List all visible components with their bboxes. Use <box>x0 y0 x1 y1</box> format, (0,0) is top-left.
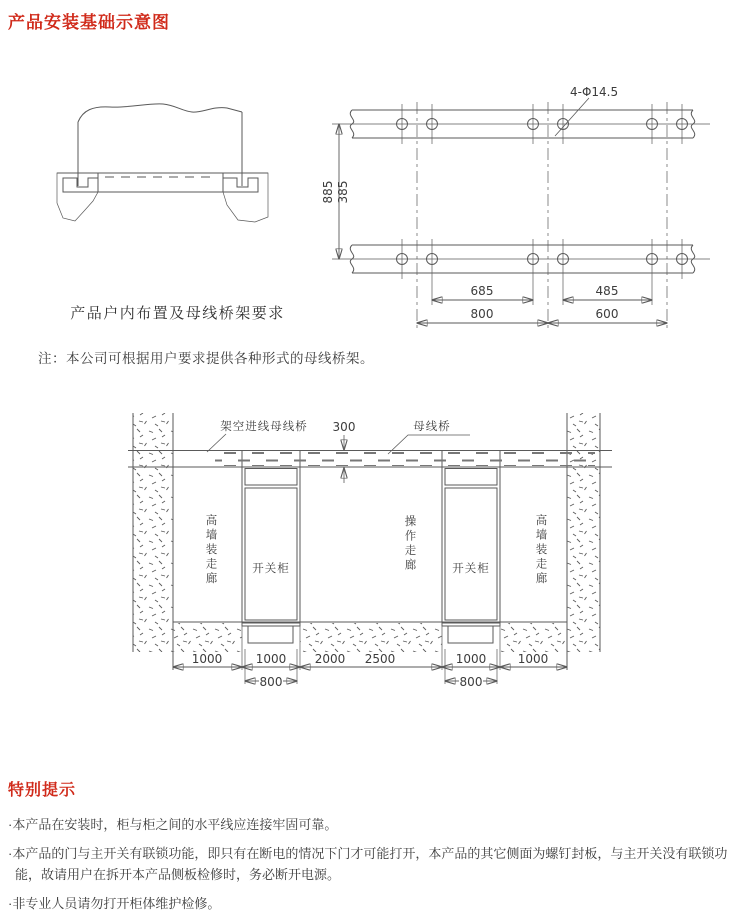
busbar-label: 母线桥 <box>413 419 451 433</box>
cabinet2-outline <box>442 467 500 623</box>
dim-wall-left: 1000 <box>191 652 223 666</box>
channel-plan-drawing <box>321 78 730 330</box>
dimension-lines <box>173 667 567 681</box>
mounting-holes <box>397 119 688 265</box>
cabinet1-body <box>245 488 297 620</box>
hole-crosshairs <box>402 104 682 305</box>
right-wall-fill <box>568 413 600 652</box>
corridor-left-label: 高墙装走廊 <box>204 514 217 587</box>
busbar-leader <box>388 435 470 454</box>
dim-300: 300 <box>332 420 356 434</box>
figure-note: 注：本公司可根据用户要求提供各种形式的母线桥架。 <box>38 351 374 366</box>
left-wall-fill <box>134 413 173 652</box>
note-item: ·本产品在安装时，柜与柜之间的水平线应连接牢固可靠。 <box>8 817 338 832</box>
cabinet1-label: 开关柜 <box>252 561 290 575</box>
cabinet1-outline <box>242 467 300 623</box>
overhead-busbar-label: 架空进线母线桥 <box>220 419 308 433</box>
pit-outline <box>98 173 223 192</box>
figure-caption: 产品户内布置及母线桥架要求 <box>70 305 285 322</box>
cabinet1-top-panel <box>245 469 297 486</box>
dim-600: 600 <box>595 307 619 321</box>
special-notes-list <box>8 814 745 913</box>
foundation-detail-drawing <box>55 95 280 227</box>
ground-fill <box>173 623 567 652</box>
dim-cab1-base: 800 <box>259 675 283 689</box>
dim-cab2: 1000 <box>455 652 487 666</box>
dim-mid-a: 2000 <box>314 652 346 666</box>
cabinet2-label: 开关柜 <box>452 561 490 575</box>
corridor-right-label: 高墙装走廊 <box>534 514 547 587</box>
concrete-right <box>223 173 268 222</box>
dim-cab1: 1000 <box>255 652 287 666</box>
dim-cab2-base: 800 <box>459 675 483 689</box>
pit2-clear <box>442 623 500 652</box>
note-item: ·非专业人员请勿打开柜体维护检修。 <box>8 895 221 911</box>
channel-steel-left <box>63 178 98 192</box>
page-title: 产品安装基础示意图 <box>8 13 170 32</box>
hole-size-label: 4-Φ14.5 <box>570 85 619 99</box>
cabinet2-top-panel <box>445 469 497 486</box>
op-corridor-label: 操作走廊 <box>403 515 416 573</box>
dim-385: 385 <box>336 180 350 204</box>
busbar-hatch <box>215 452 595 466</box>
pit1-clear <box>242 623 300 652</box>
vertical-centerlines <box>417 102 667 328</box>
cabinet-break-outline <box>78 104 242 122</box>
overhead-busbar-leader <box>207 434 226 452</box>
dim-885: 885 <box>321 180 335 204</box>
dim-wall-right: 1000 <box>517 652 549 666</box>
hole-label-leader <box>555 98 589 136</box>
special-notes-heading: 特别提示 <box>8 782 77 799</box>
dim-800: 800 <box>470 307 494 321</box>
cabinet2-body <box>445 488 497 620</box>
dim-mid-b: 2500 <box>364 652 396 666</box>
dim-485: 485 <box>595 284 619 298</box>
dim-685: 685 <box>470 284 494 298</box>
channel-steel-right <box>223 178 258 192</box>
note-item: ·本产品的门与主开关有联锁功能，即只有在断电的情况下门才可能打开，本产品的其它侧面为螺钉封板，与主开关没有联锁功能，故请用户在拆开本产品侧板检修时，务必断开电源。 <box>8 845 728 882</box>
